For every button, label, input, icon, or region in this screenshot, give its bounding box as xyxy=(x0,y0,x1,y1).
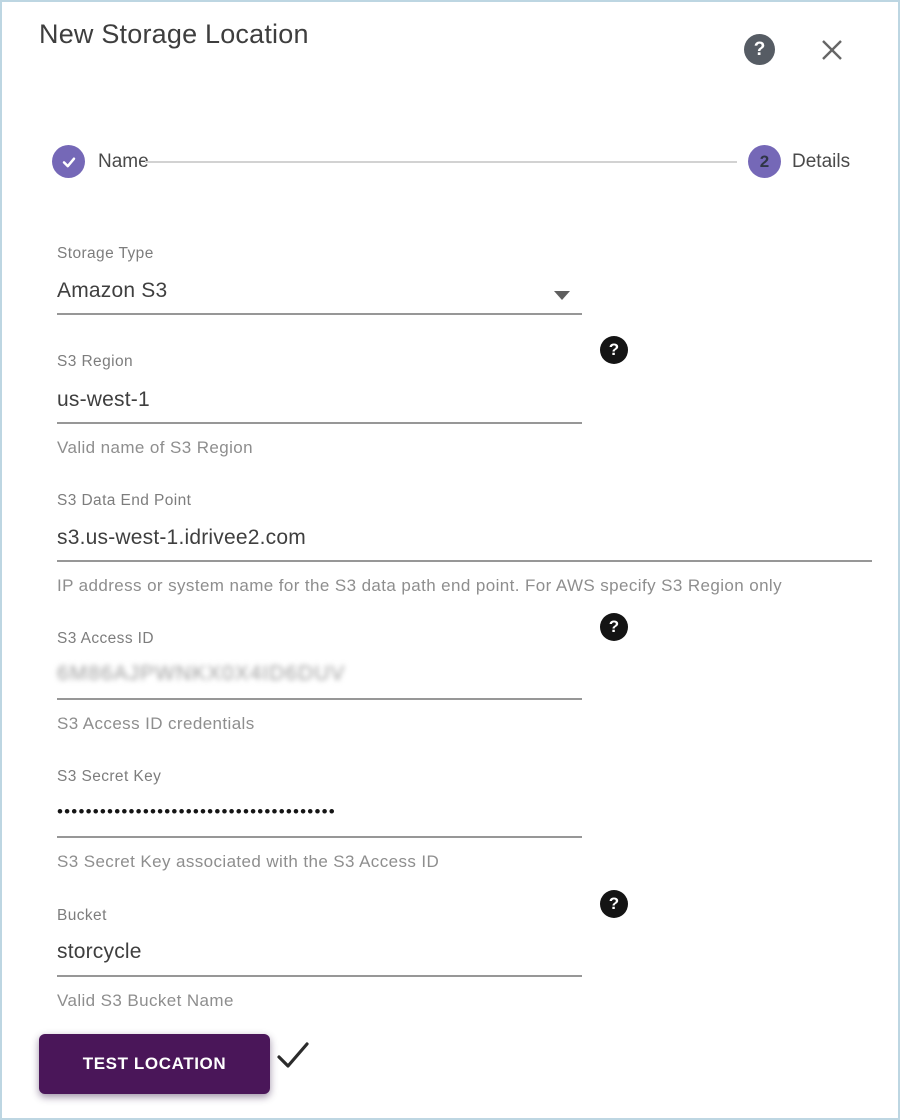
test-location-button[interactable]: TEST LOCATION xyxy=(39,1034,270,1094)
s3-endpoint-helper: IP address or system name for the S3 data path end point. For AWS specify S3 Region only xyxy=(57,576,783,595)
s3-region-help-icon[interactable]: ? xyxy=(600,336,628,364)
s3-region-label: S3 Region xyxy=(57,353,133,370)
step-name-completed[interactable] xyxy=(52,145,85,178)
s3-secret-key-input[interactable]: ••••••••••••••••••••••••••••••••••••••• xyxy=(57,802,336,821)
s3-access-id-label: S3 Access ID xyxy=(57,630,154,647)
s3-region-input[interactable]: us-west-1 xyxy=(57,388,150,411)
storage-type-label: Storage Type xyxy=(57,245,154,262)
chevron-down-icon[interactable] xyxy=(554,291,570,300)
bucket-helper: Valid S3 Bucket Name xyxy=(57,991,234,1010)
s3-access-id-underline xyxy=(57,698,582,700)
s3-access-id-helper: S3 Access ID credentials xyxy=(57,714,255,733)
s3-endpoint-underline xyxy=(57,560,872,562)
dialog-help-icon[interactable]: ? xyxy=(744,34,775,65)
s3-region-underline xyxy=(57,422,582,424)
storage-type-select[interactable]: Amazon S3 xyxy=(57,279,168,302)
bucket-underline xyxy=(57,975,582,977)
step-name-label: Name xyxy=(98,151,149,172)
step-number: 2 xyxy=(759,151,770,171)
bucket-label: Bucket xyxy=(57,907,107,924)
s3-endpoint-input[interactable]: s3.us-west-1.idrivee2.com xyxy=(57,526,306,549)
stepper-connector xyxy=(145,161,737,163)
step-details-label: Details xyxy=(792,151,851,172)
bucket-input[interactable]: storcycle xyxy=(57,940,142,963)
s3-access-id-input[interactable]: 6M86AJPWNKX0X4ID6DUV xyxy=(57,662,346,685)
bucket-help-icon[interactable]: ? xyxy=(600,890,628,918)
s3-region-helper: Valid name of S3 Region xyxy=(57,438,254,457)
validation-check-icon xyxy=(275,1039,311,1073)
s3-secret-key-helper: S3 Secret Key associated with the S3 Access ID xyxy=(57,852,440,871)
page-title: New Storage Location xyxy=(39,19,309,49)
check-icon xyxy=(59,152,79,172)
close-icon[interactable] xyxy=(815,33,849,67)
step-details-active[interactable] xyxy=(748,145,781,178)
storage-type-underline xyxy=(57,313,582,315)
s3-access-id-help-icon[interactable]: ? xyxy=(600,613,628,641)
s3-endpoint-label: S3 Data End Point xyxy=(57,492,192,509)
s3-secret-key-label: S3 Secret Key xyxy=(57,768,162,785)
s3-secret-key-underline xyxy=(57,836,582,838)
